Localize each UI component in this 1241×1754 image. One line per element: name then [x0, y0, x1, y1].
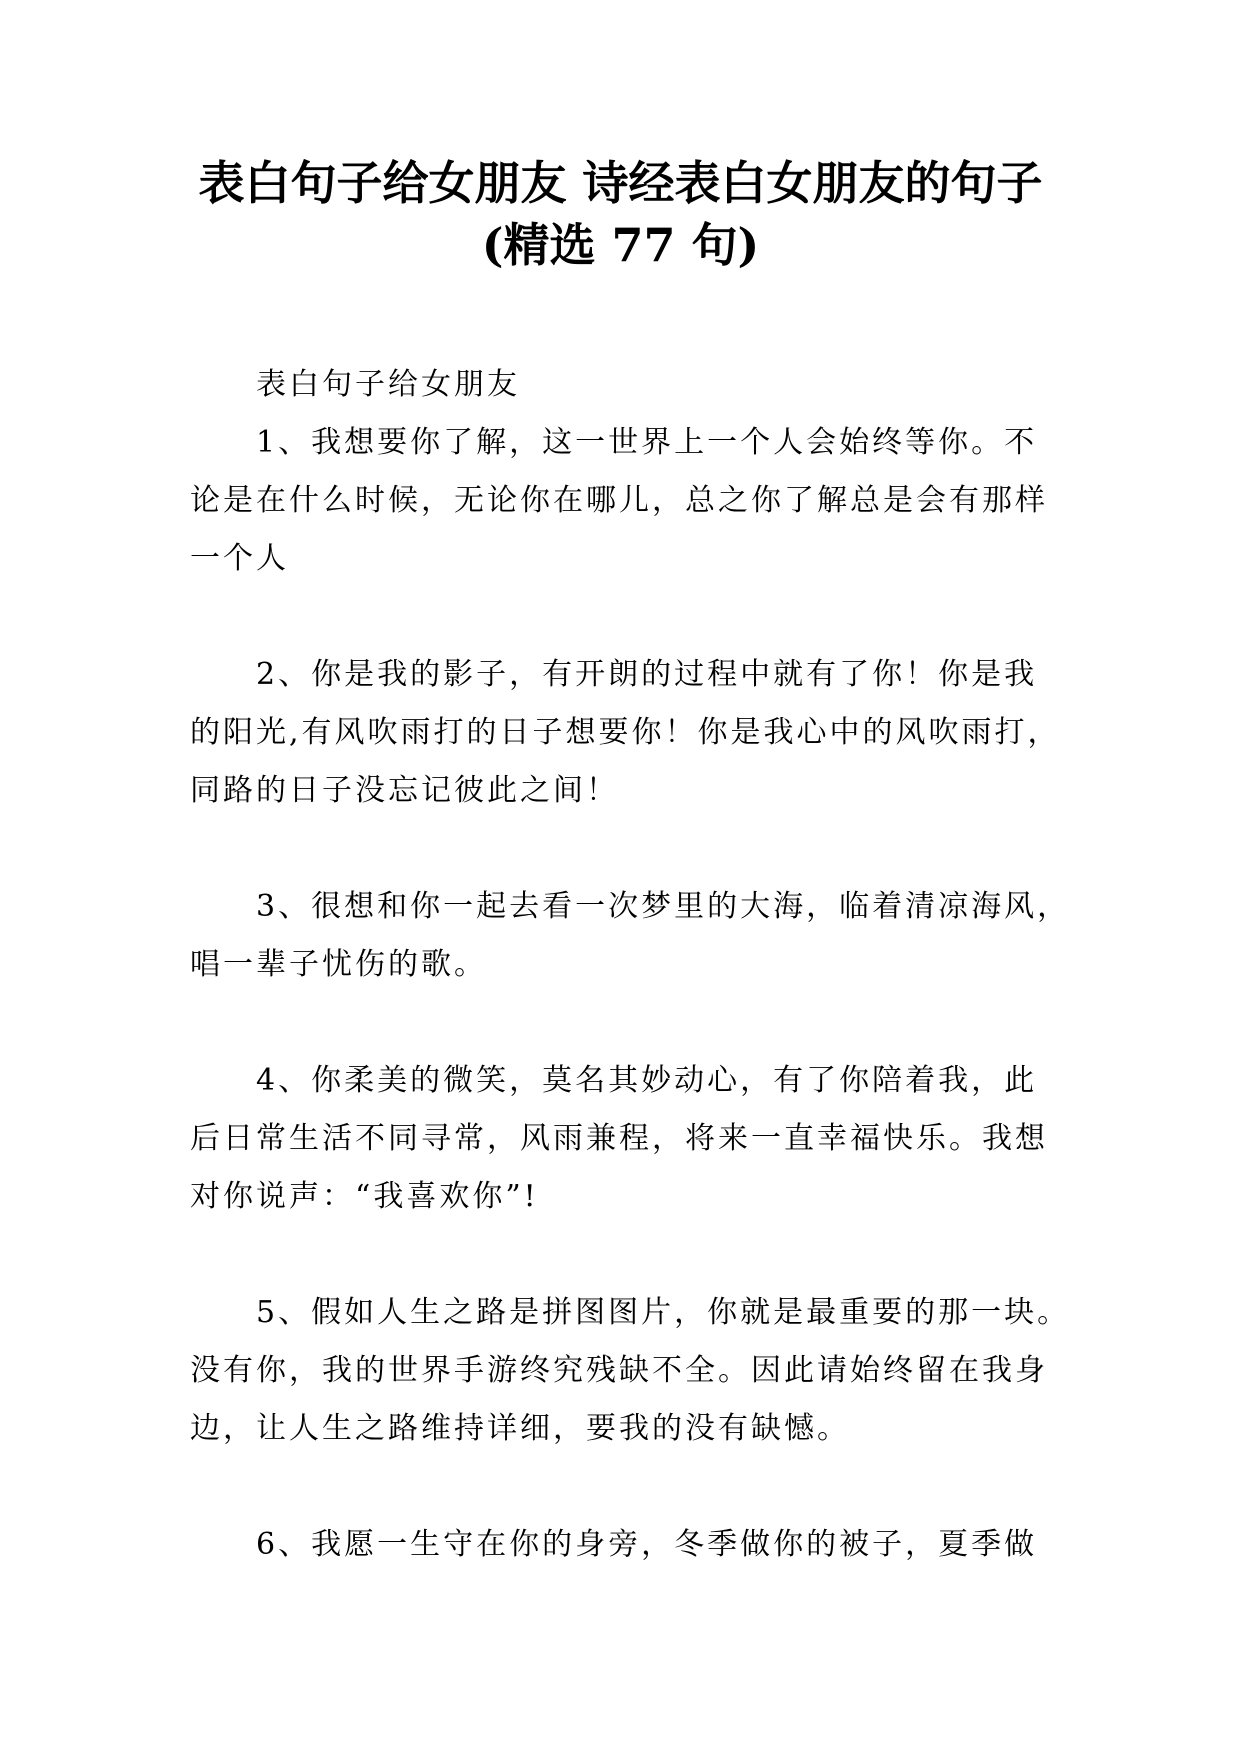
item-6-line-1: 6、我愿一生守在你的身旁，冬季做你的被子，夏季做	[256, 1527, 1038, 1562]
item-3-line-1: 3、很想和你一起去看一次梦里的大海，临着清凉海风，	[256, 889, 1071, 924]
list-item	[190, 1052, 1050, 1226]
list-item	[190, 414, 1050, 588]
item-4-line-1: 4、你柔美的微笑，莫名其妙动心，有了你陪着我，此	[256, 1063, 1038, 1098]
list-item	[190, 1284, 1071, 1458]
item-3-line-2: 唱一辈子忧伤的歌。	[190, 947, 487, 982]
item-2-line-2: 的阳光,有风吹雨打的日子想要你！你是我心中的风吹雨打，	[190, 715, 1061, 750]
list-item	[190, 1516, 1050, 1574]
title-line-2: (精选 77 句)	[481, 218, 760, 272]
item-4-line-3: 对你说声：“我喜欢你”!	[190, 1179, 539, 1214]
item-2-line-1: 2、你是我的影子，有开朗的过程中就有了你！你是我	[256, 657, 1038, 692]
item-1-line-1: 1、我想要你了解，这一世界上一个人会始终等你。不	[256, 425, 1038, 460]
item-5-line-3: 边，让人生之路维持详细，要我的没有缺憾。	[190, 1411, 850, 1446]
document-body	[190, 356, 1071, 1632]
item-5-line-1: 5、假如人生之路是拼图图片，你就是最重要的那一块。	[256, 1295, 1071, 1330]
item-5-line-2: 没有你，我的世界手游终究残缺不全。因此请始终留在我身	[190, 1353, 1048, 1388]
item-2-line-3: 同路的日子没忘记彼此之间！	[190, 773, 619, 808]
list-item	[190, 878, 1071, 994]
item-1-line-2: 论是在什么时候，无论你在哪儿，总之你了解总是会有那样	[190, 483, 1048, 518]
list-item	[190, 646, 1061, 820]
title-line-1: 表白句子给女朋友 诗经表白女朋友的句子	[198, 156, 1043, 210]
section-heading: 表白句子给女朋友	[256, 367, 520, 402]
item-4-line-2: 后日常生活不同寻常，风雨兼程，将来一直幸福快乐。我想	[190, 1121, 1048, 1156]
item-1-line-3: 一个人	[190, 541, 289, 576]
document-title	[150, 152, 1091, 276]
